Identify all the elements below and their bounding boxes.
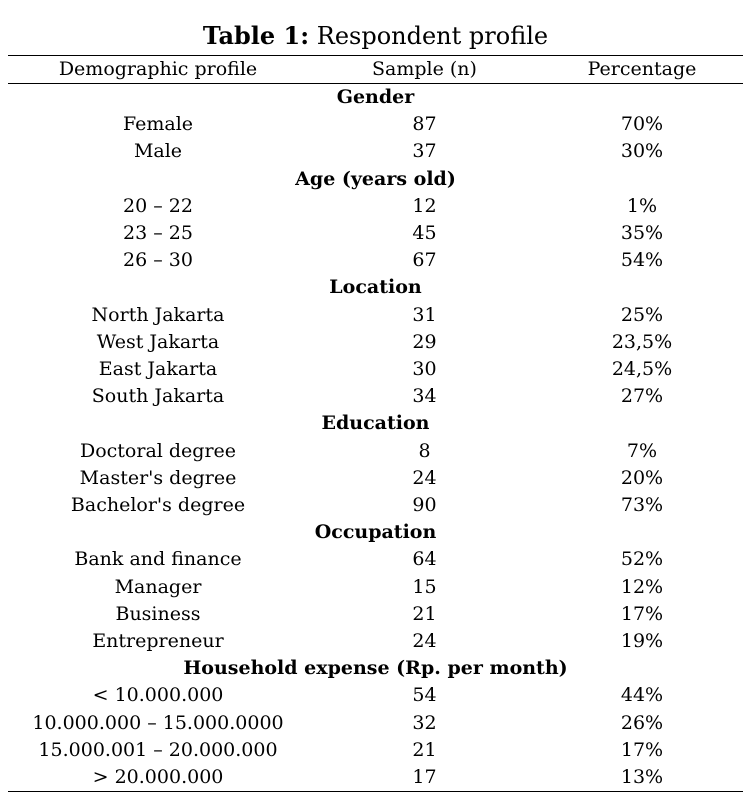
demographic-cell: Manager — [114, 575, 202, 598]
table-row — [8, 220, 743, 247]
percentage-cell: 12% — [620, 575, 664, 598]
section-header-row — [8, 519, 743, 546]
section-title: Gender — [336, 86, 415, 108]
sample-cell: 21 — [412, 738, 437, 761]
sample-cell: 90 — [412, 494, 437, 517]
percentage-cell: 54% — [620, 249, 664, 272]
table-row — [8, 546, 743, 573]
demographic-cell: 15.000.001 – 20.000.000 — [38, 738, 278, 761]
sample-cell: 15 — [412, 575, 437, 598]
section-title: Household expense (Rp. per month) — [183, 657, 568, 680]
table-body — [8, 84, 743, 792]
sample-cell: 45 — [412, 222, 437, 245]
section-title: Location — [329, 276, 422, 299]
sample-cell: 64 — [412, 548, 437, 571]
column-header-percentage: Percentage — [541, 56, 743, 84]
percentage-cell: 20% — [620, 466, 664, 489]
table-row — [8, 302, 743, 329]
percentage-cell: 44% — [620, 684, 664, 707]
table-row — [8, 737, 743, 764]
table-header — [8, 56, 743, 84]
column-header-sample: Sample (n) — [308, 56, 541, 84]
demographic-cell: Entrepreneur — [92, 630, 224, 653]
sample-cell: 21 — [412, 602, 437, 625]
percentage-cell: 35% — [620, 222, 664, 245]
table-row — [8, 628, 743, 655]
table-row — [8, 492, 743, 519]
sample-cell: 34 — [412, 385, 437, 408]
demographic-cell: Doctoral degree — [79, 439, 237, 462]
demographic-cell: 26 – 30 — [123, 249, 193, 272]
table-row — [8, 710, 743, 737]
sample-cell: 54 — [412, 684, 437, 707]
demographic-cell: Male — [133, 140, 183, 163]
header-row — [8, 56, 743, 84]
table-row — [8, 438, 743, 465]
table-caption-text: Respondent profile — [316, 22, 549, 50]
sample-cell: 67 — [412, 249, 437, 272]
sample-cell: 12 — [412, 194, 437, 217]
sample-cell: 30 — [412, 358, 437, 381]
percentage-cell: 17% — [620, 602, 664, 625]
section-title: Education — [321, 412, 430, 435]
column-header-demographic-profile: Demographic profile — [8, 56, 308, 84]
table-row — [8, 138, 743, 165]
demographic-cell: 23 – 25 — [123, 222, 193, 245]
percentage-cell: 13% — [541, 764, 743, 792]
table-row — [8, 329, 743, 356]
table-row — [8, 111, 743, 138]
sample-cell: 31 — [412, 303, 437, 326]
percentage-cell: 30% — [620, 140, 664, 163]
section-title: Age (years old) — [295, 167, 456, 190]
percentage-cell: 19% — [620, 630, 664, 653]
table-caption — [0, 20, 751, 52]
sample-cell: 32 — [412, 711, 437, 734]
demographic-cell: Master's degree — [79, 466, 237, 489]
demographic-cell: East Jakarta — [98, 358, 218, 381]
sample-cell: 24 — [412, 630, 437, 653]
percentage-cell: 7% — [626, 439, 658, 462]
percentage-cell: 17% — [620, 738, 664, 761]
demographic-cell: < 10.000.000 — [92, 684, 224, 707]
section-header-row — [8, 84, 743, 112]
percentage-cell: 73% — [620, 494, 664, 517]
demographic-cell: South Jakarta — [91, 385, 225, 408]
table-row — [8, 764, 743, 792]
demographic-cell: North Jakarta — [91, 303, 225, 326]
sample-cell: 17 — [308, 764, 541, 792]
percentage-cell: 24,5% — [611, 358, 673, 381]
table-row — [8, 465, 743, 492]
respondent-profile-table — [8, 55, 743, 792]
table-row — [8, 682, 743, 709]
percentage-cell: 23,5% — [611, 330, 673, 353]
demographic-cell: 10.000.000 – 15.000.0000 — [32, 711, 284, 734]
table-row — [8, 356, 743, 383]
section-header-row — [8, 166, 743, 193]
sample-cell: 24 — [412, 466, 437, 489]
table-row — [8, 574, 743, 601]
sample-cell: 87 — [412, 113, 437, 136]
table-caption-label: Table 1: — [202, 21, 310, 50]
sample-cell: 8 — [418, 439, 431, 462]
percentage-cell: 70% — [620, 113, 664, 136]
section-header-row — [8, 410, 743, 437]
percentage-cell: 26% — [620, 711, 664, 734]
section-header-row — [8, 655, 743, 682]
demographic-cell: 20 – 22 — [123, 194, 193, 217]
table-row — [8, 383, 743, 410]
percentage-cell: 25% — [620, 303, 664, 326]
percentage-cell: 27% — [620, 385, 664, 408]
demographic-cell: Bachelor's degree — [70, 494, 246, 517]
demographic-cell: West Jakarta — [96, 330, 220, 353]
percentage-cell: 1% — [626, 194, 658, 217]
demographic-cell: Bank and finance — [74, 548, 242, 571]
demographic-cell: > 20.000.000 — [8, 764, 308, 792]
sample-cell: 29 — [412, 330, 437, 353]
table-row — [8, 601, 743, 628]
percentage-cell: 52% — [620, 548, 664, 571]
section-header-row — [8, 274, 743, 301]
table-row — [8, 193, 743, 220]
demographic-cell: Female — [122, 113, 194, 136]
section-title: Occupation — [314, 521, 437, 544]
sample-cell: 37 — [412, 140, 437, 163]
table-row — [8, 247, 743, 274]
demographic-cell: Business — [115, 602, 201, 625]
